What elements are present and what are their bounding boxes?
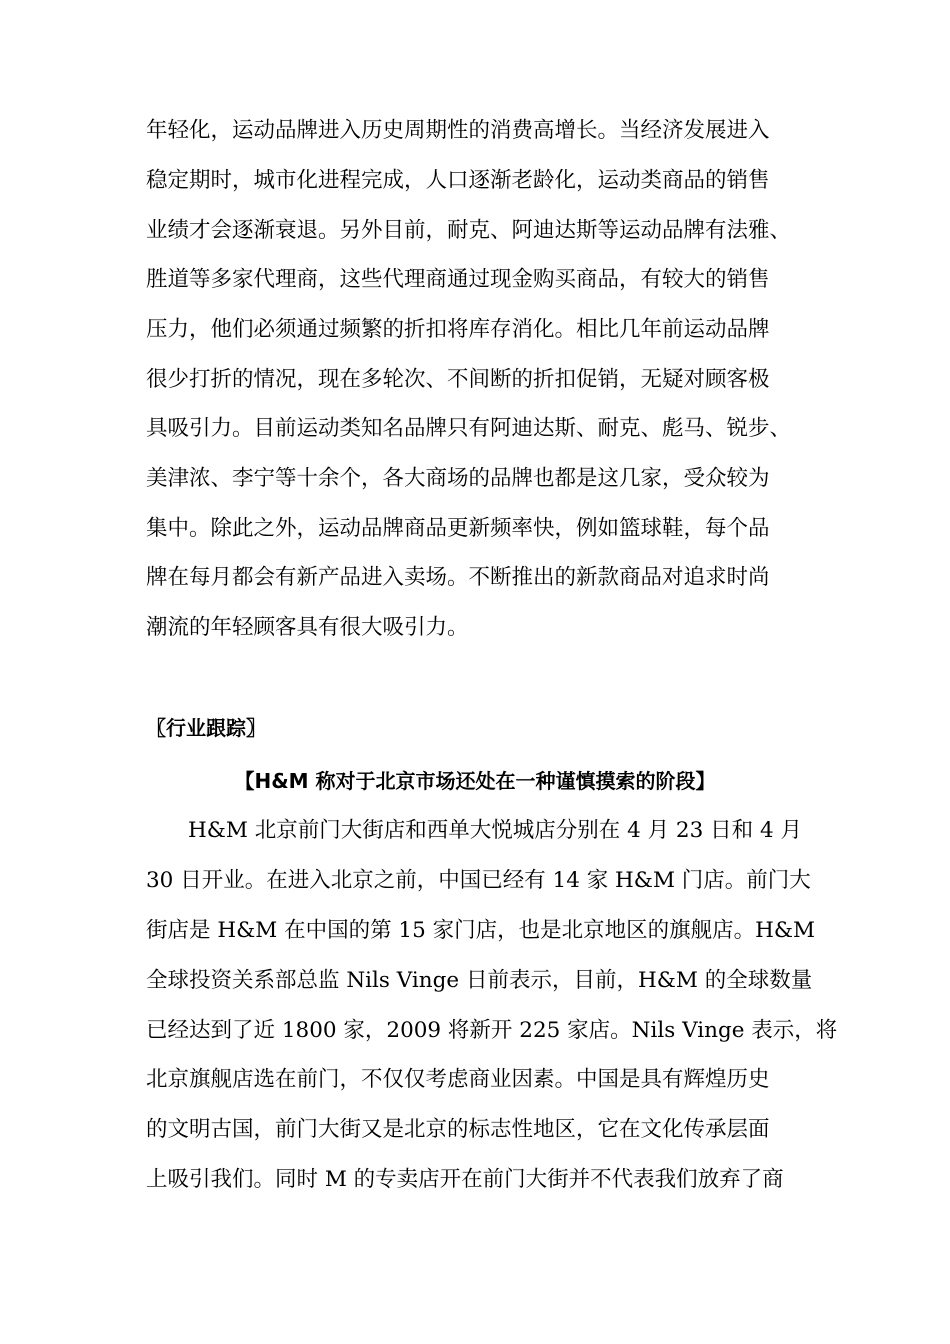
paragraph-line: 上吸引我们。同时 M 的专卖店开在前门大街并不代表我们放弃了商: [146, 1167, 784, 1192]
paragraph-line: 很少打折的情况，现在多轮次、不间断的折扣促销，无疑对顾客极: [146, 367, 770, 392]
paragraph-line: 稳定期时，城市化进程完成，人口逐渐老龄化，运动类商品的销售: [146, 168, 770, 193]
section-heading: 〖行业跟踪〗: [146, 716, 266, 740]
paragraph-line: 年轻化，运动品牌进入历史周期性的消费高增长。当经济发展进入: [146, 118, 770, 143]
paragraph-line: 全球投资关系部总监 Nils Vinge 日前表示，目前，H&M 的全球数量: [146, 968, 813, 993]
paragraph-line: 30 日开业。在进入北京之前，中国已经有 14 家 H&M 门店。前门大: [146, 868, 811, 893]
paragraph-line: H&M 北京前门大街店和西单大悦城店分别在 4 月 23 日和 4 月: [188, 818, 802, 843]
article-title: 【H&M 称对于北京市场还处在一种谨慎摸索的阶段】: [234, 769, 716, 793]
paragraph-line: 牌在每月都会有新产品进入卖场。不断推出的新款商品对追求时尚: [146, 565, 770, 590]
paragraph-line: 已经达到了近 1800 家，2009 将新开 225 家店。Nils Vinge 表示，将: [146, 1018, 838, 1043]
paragraph-line: 业绩才会逐渐衰退。另外目前，耐克、阿迪达斯等运动品牌有法雅、: [146, 218, 792, 243]
paragraph-line: 的文明古国，前门大街又是北京的标志性地区，它在文化传承层面: [146, 1117, 770, 1142]
paragraph-line: 压力，他们必须通过频繁的折扣将库存消化。相比几年前运动品牌: [146, 317, 770, 342]
paragraph-line: 胜道等多家代理商，这些代理商通过现金购买商品，有较大的销售: [146, 267, 770, 292]
paragraph-line: 具吸引力。目前运动类知名品牌只有阿迪达斯、耐克、彪马、锐步、: [146, 416, 792, 441]
paragraph-line: 美津浓、李宁等十余个，各大商场的品牌也都是这几家，受众较为: [146, 466, 770, 491]
paragraph-line: 集中。除此之外，运动品牌商品更新频率快，例如篮球鞋，每个品: [146, 516, 770, 541]
paragraph-line: 街店是 H&M 在中国的第 15 家门店，也是北京地区的旗舰店。H&M: [146, 918, 816, 943]
paragraph-line: 北京旗舰店选在前门，不仅仅考虑商业因素。中国是具有辉煌历史: [146, 1067, 770, 1092]
paragraph-line: 潮流的年轻顾客具有很大吸引力。: [146, 615, 469, 640]
